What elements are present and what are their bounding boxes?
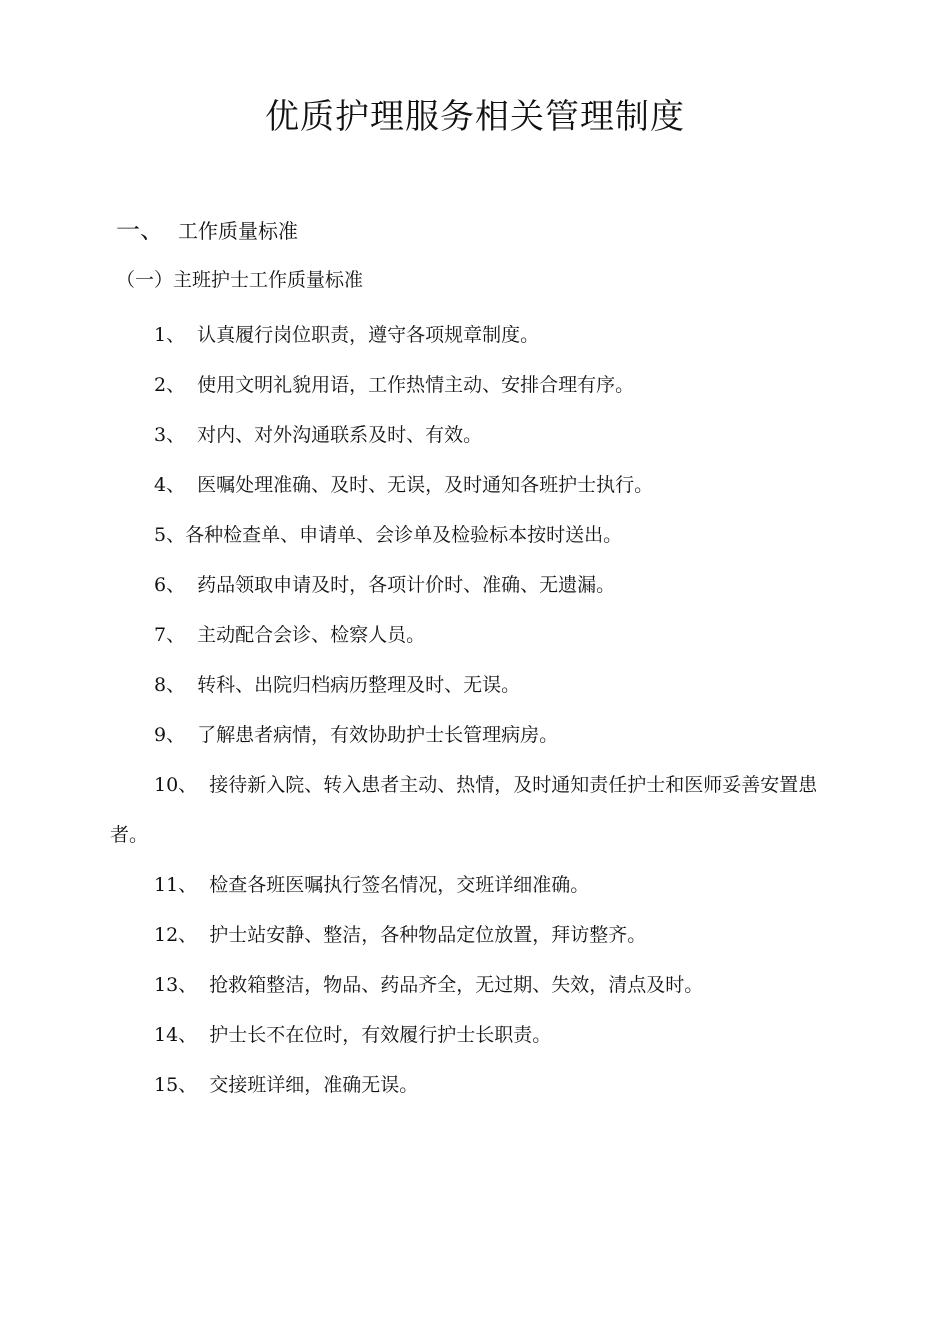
item-text: 使用文明礼貌用语，工作热情主动、安排合理有序。 [197,374,635,396]
section-number: 一、 [116,216,164,244]
item-number: 6、 [154,574,186,596]
list-item [110,710,850,760]
section-label: 工作质量标准 [178,219,298,243]
list-item [110,360,850,410]
item-text: 交接班详细，准确无误。 [209,1074,419,1096]
document-title: 优质护理服务相关管理制度 [265,97,685,137]
item-text: 检查各班医嘱执行签名情况，交班详细准确。 [209,874,590,896]
item-number: 7、 [154,624,186,646]
item-number: 3、 [154,424,186,446]
list-item [110,960,850,1010]
item-number: 15、 [154,1074,198,1096]
item-text: 医嘱处理准确、及时、无误，及时通知各班护士执行。 [197,474,654,496]
item-number: 11、 [154,874,198,896]
list-item [110,760,850,860]
item-number: 12、 [154,924,198,946]
item-number: 13、 [154,974,198,996]
item-text: 认真履行岗位职责，遵守各项规章制度。 [197,324,540,346]
list-item [110,560,850,610]
subsection-heading: （一）主班护士工作质量标准 [116,269,364,291]
list-item [110,1010,850,1060]
item-number: 1、 [154,324,186,346]
item-text: 对内、对外沟通联系及时、有效。 [197,424,483,446]
item-number: 8、 [154,674,186,696]
item-text: 护士长不在位时，有效履行护士长职责。 [209,1024,552,1046]
list-item [110,310,850,360]
list-item [110,660,850,710]
item-text: 各种检查单、申请单、会诊单及检验标本按时送出。 [185,524,623,546]
item-text: 主动配合会诊、检察人员。 [197,624,426,646]
standards-list [110,310,850,1110]
item-number: 4、 [154,474,186,496]
list-item [110,910,850,960]
item-number: 10、 [154,774,198,796]
section-heading [116,210,298,251]
item-text: 了解患者病情，有效协助护士长管理病房。 [197,724,559,746]
list-item [110,410,850,460]
item-text: 接待新入院、转入患者主动、热情，及时通知责任护士和医师妥善安置患者。 [110,774,818,846]
item-text: 抢救箱整洁，物品、药品齐全，无过期、失效，清点及时。 [209,974,704,996]
item-text: 转科、出院归档病历整理及时、无误。 [197,674,521,696]
item-text: 护士站安静、整洁，各种物品定位放置，拜访整齐。 [209,924,647,946]
list-item [110,860,850,910]
list-item [110,610,850,660]
item-number: 9、 [154,724,186,746]
list-item [110,1060,850,1110]
item-number: 14、 [154,1024,198,1046]
item-number: 2、 [154,374,186,396]
list-item [110,460,850,510]
item-text: 药品领取申请及时，各项计价时、准确、无遗漏。 [197,574,616,596]
list-item [110,510,850,560]
item-number: 5、 [154,524,186,546]
